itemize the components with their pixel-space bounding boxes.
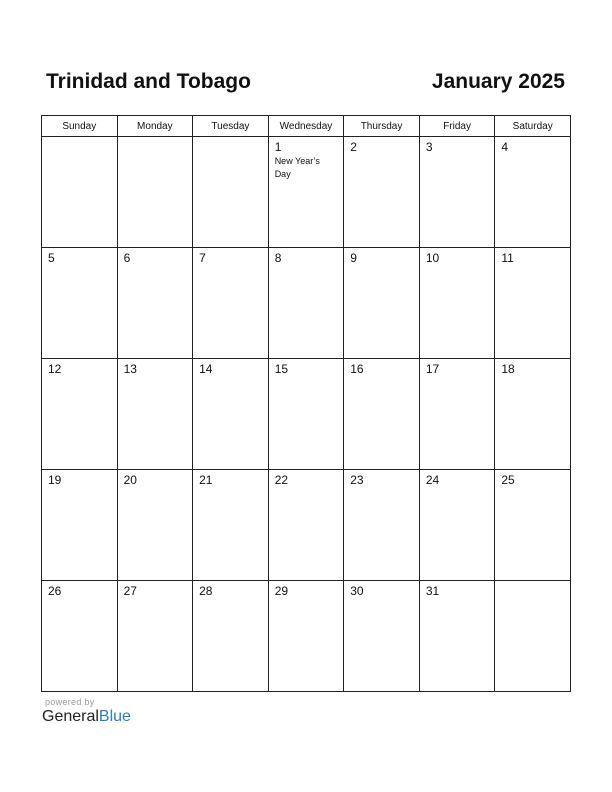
weekday-thursday: Thursday — [344, 116, 420, 137]
day-cell — [117, 581, 193, 692]
day-cell — [419, 359, 495, 470]
day-cell — [495, 581, 571, 692]
weekday-header-row — [42, 116, 571, 137]
day-cell — [117, 359, 193, 470]
day-cell — [344, 137, 420, 248]
day-cell — [193, 581, 269, 692]
day-number: 5 — [48, 251, 55, 265]
day-cell — [344, 470, 420, 581]
brand-blue: Blue — [98, 708, 131, 725]
week-row — [42, 581, 571, 692]
day-number: 7 — [199, 251, 206, 265]
day-cell — [344, 359, 420, 470]
day-cell — [42, 359, 118, 470]
day-cell — [344, 581, 420, 692]
day-cell — [117, 137, 193, 248]
day-number: 19 — [48, 473, 62, 487]
day-number — [193, 137, 268, 140]
day-cell — [268, 137, 344, 248]
day-number: 29 — [274, 584, 289, 598]
day-number: 21 — [199, 473, 213, 487]
day-number: 25 — [501, 473, 515, 487]
day-number: 6 — [123, 251, 131, 265]
holiday-label: New Year’s Day — [274, 156, 320, 179]
calendar-grid — [41, 115, 571, 692]
day-number: 12 — [48, 362, 62, 376]
weekday-friday: Friday — [419, 116, 495, 137]
powered-by-text: powered by — [45, 697, 95, 707]
day-cell — [117, 470, 193, 581]
weekday-monday: Monday — [117, 116, 193, 137]
day-number: 28 — [199, 584, 213, 598]
weekday-tuesday: Tuesday — [193, 116, 269, 137]
day-cell — [495, 470, 571, 581]
day-number: 8 — [274, 251, 282, 265]
day-cell — [344, 248, 420, 359]
day-number: 26 — [48, 584, 62, 598]
day-number: 15 — [274, 362, 289, 376]
weekday-sunday: Sunday — [42, 116, 118, 137]
day-number: 31 — [425, 584, 440, 598]
day-number: 2 — [350, 140, 357, 154]
brand-general: General — [42, 708, 99, 725]
day-number: 18 — [501, 362, 515, 376]
day-number: 14 — [199, 362, 213, 376]
day-cell — [193, 359, 269, 470]
day-cell — [268, 359, 344, 470]
country-title: Trinidad and Tobago — [46, 70, 251, 93]
week-row — [42, 137, 571, 248]
day-number: 9 — [350, 251, 357, 265]
day-number: 20 — [123, 473, 137, 487]
day-number — [118, 137, 193, 140]
day-number: 17 — [425, 362, 440, 376]
week-row — [42, 470, 571, 581]
day-cell — [42, 581, 118, 692]
weekday-wednesday: Wednesday — [268, 116, 344, 137]
week-row — [42, 359, 571, 470]
day-cell — [268, 248, 344, 359]
day-number: 16 — [350, 362, 364, 376]
day-number: 24 — [425, 473, 440, 487]
month-year-title: January 2025 — [431, 70, 565, 93]
day-number: 11 — [501, 251, 514, 265]
day-cell — [193, 248, 269, 359]
day-cell — [193, 470, 269, 581]
day-cell — [419, 470, 495, 581]
day-number — [495, 581, 570, 584]
day-number: 13 — [123, 362, 137, 376]
footer-branding — [42, 697, 131, 726]
day-cell — [42, 137, 118, 248]
day-cell — [117, 248, 193, 359]
day-number: 27 — [123, 584, 137, 598]
day-number — [42, 137, 117, 140]
day-cell — [419, 581, 495, 692]
day-cell — [268, 470, 344, 581]
day-number: 23 — [350, 473, 364, 487]
day-number: 1 — [274, 140, 282, 154]
day-number: 30 — [350, 584, 364, 598]
day-number: 22 — [274, 473, 289, 487]
day-cell — [193, 137, 269, 248]
weekday-saturday: Saturday — [495, 116, 571, 137]
brand-logo[interactable] — [42, 708, 131, 726]
day-cell — [268, 581, 344, 692]
day-cell — [419, 248, 495, 359]
day-cell — [42, 470, 118, 581]
day-cell — [495, 359, 571, 470]
day-number: 4 — [501, 140, 509, 154]
day-cell — [42, 248, 118, 359]
week-row — [42, 248, 571, 359]
day-number: 3 — [425, 140, 433, 154]
day-cell — [495, 248, 571, 359]
day-cell — [495, 137, 571, 248]
day-cell — [419, 137, 495, 248]
day-number: 10 — [425, 251, 440, 265]
